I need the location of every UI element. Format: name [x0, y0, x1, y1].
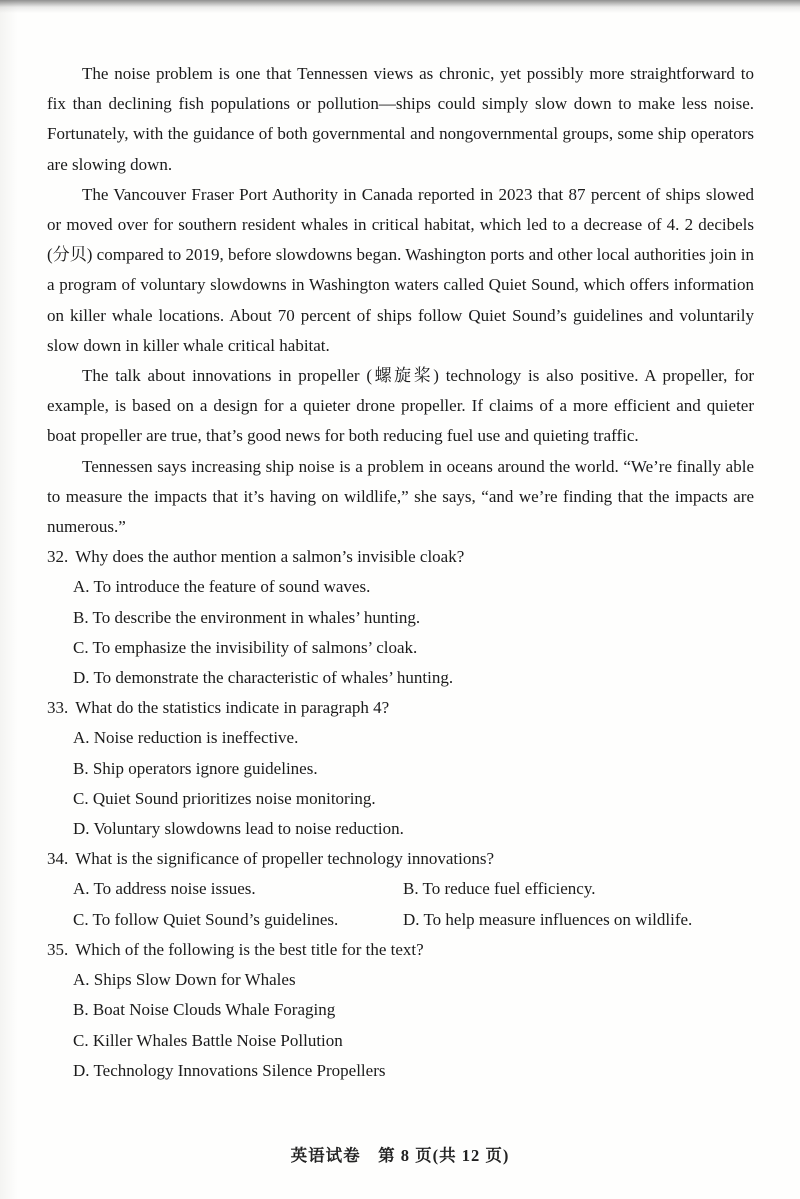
question-stem-line	[47, 693, 754, 723]
question-stem: Why does the author mention a salmon’s invisible cloak?	[75, 547, 465, 567]
passage-paragraph-4: Tennessen says increasing ship noise is a problem in oceans around the world. “We’re finally able to measure the impacts that it’s having on wildlife,” she says, “and we’re finding that the impacts are numerous.”	[47, 456, 754, 537]
question-number: 35.	[47, 939, 69, 959]
question-35	[47, 935, 754, 1086]
page-footer: 英语试卷 第 8 页(共 12 页)	[290, 1146, 510, 1165]
passage-paragraph-2: The Vancouver Fraser Port Authority in Canada reported in 2023 that 87 percent of ships slowed or moved over for southern resident whales in critical habitat, which led to a decrease of 4. 2 decibels (分贝) compared to 2019, before slowdowns began. Washington ports and other local authorities join in a program of voluntary slowdowns in Washington waters called Quiet Sound, which offers information on killer whale locations. About 70 percent of ships follow Quiet Sound’s guidelines and voluntarily slow down in killer whale critical habitat.	[47, 184, 754, 355]
option-c: C. To emphasize the invisibility of salmons’ cloak.	[73, 637, 418, 657]
question-stem: What is the significance of propeller technology innovations?	[75, 849, 494, 869]
question-34	[47, 844, 754, 935]
option-c: C. Killer Whales Battle Noise Pollution	[73, 1030, 343, 1050]
option-a: A. Noise reduction is ineffective.	[73, 728, 299, 748]
option-d: D. To help measure influences on wildlife.	[403, 909, 693, 929]
option-b: B. Boat Noise Clouds Whale Foraging	[73, 1000, 336, 1020]
reading-passage	[47, 59, 754, 542]
option-a: A. To introduce the feature of sound waves.	[73, 577, 371, 597]
options-list	[73, 572, 754, 693]
question-33	[47, 693, 754, 844]
passage-paragraph-1: The noise problem is one that Tennessen views as chronic, yet possibly more straightforward to fix than declining fish populations or pollution—ships could simply slow down to make less noise. Fortunately, with the guidance of both governmental and nongovernmental groups, some ship operators are slowing down.	[47, 64, 754, 174]
question-stem-line	[47, 935, 754, 965]
option-c: C. To follow Quiet Sound’s guidelines.	[73, 909, 339, 929]
option-a: A. Ships Slow Down for Whales	[73, 970, 296, 990]
question-number: 34.	[47, 849, 69, 869]
options-list	[73, 965, 754, 1086]
question-stem-line	[47, 542, 754, 572]
options-list	[73, 874, 754, 934]
question-stem-line	[47, 844, 754, 874]
option-b: B. Ship operators ignore guidelines.	[73, 758, 318, 778]
option-d: D. Technology Innovations Silence Propellers	[73, 1060, 386, 1080]
page-content	[47, 59, 754, 1086]
option-d: D. To demonstrate the characteristic of whales’ hunting.	[73, 668, 454, 688]
option-a: A. To address noise issues.	[73, 879, 256, 899]
question-number: 32.	[47, 547, 69, 567]
option-b: B. To reduce fuel efficiency.	[403, 879, 596, 899]
options-list	[73, 723, 754, 844]
option-d: D. Voluntary slowdowns lead to noise reduction.	[73, 819, 404, 839]
option-c: C. Quiet Sound prioritizes noise monitoring.	[73, 788, 376, 808]
question-stem: Which of the following is the best title for the text?	[75, 939, 424, 959]
question-number: 33.	[47, 698, 69, 718]
option-b: B. To describe the environment in whales’ hunting.	[73, 607, 421, 627]
scan-edge-shadow	[0, 0, 800, 13]
question-stem: What do the statistics indicate in paragraph 4?	[75, 698, 390, 718]
question-32	[47, 542, 754, 693]
passage-paragraph-3: The talk about innovations in propeller (螺旋桨) technology is also positive. A propeller, for example, is based on a design for a quieter drone propeller. If claims of a more efficient and quieter boat propeller are true, that’s good news for both reducing fuel use and quieting traffic.	[47, 366, 754, 446]
